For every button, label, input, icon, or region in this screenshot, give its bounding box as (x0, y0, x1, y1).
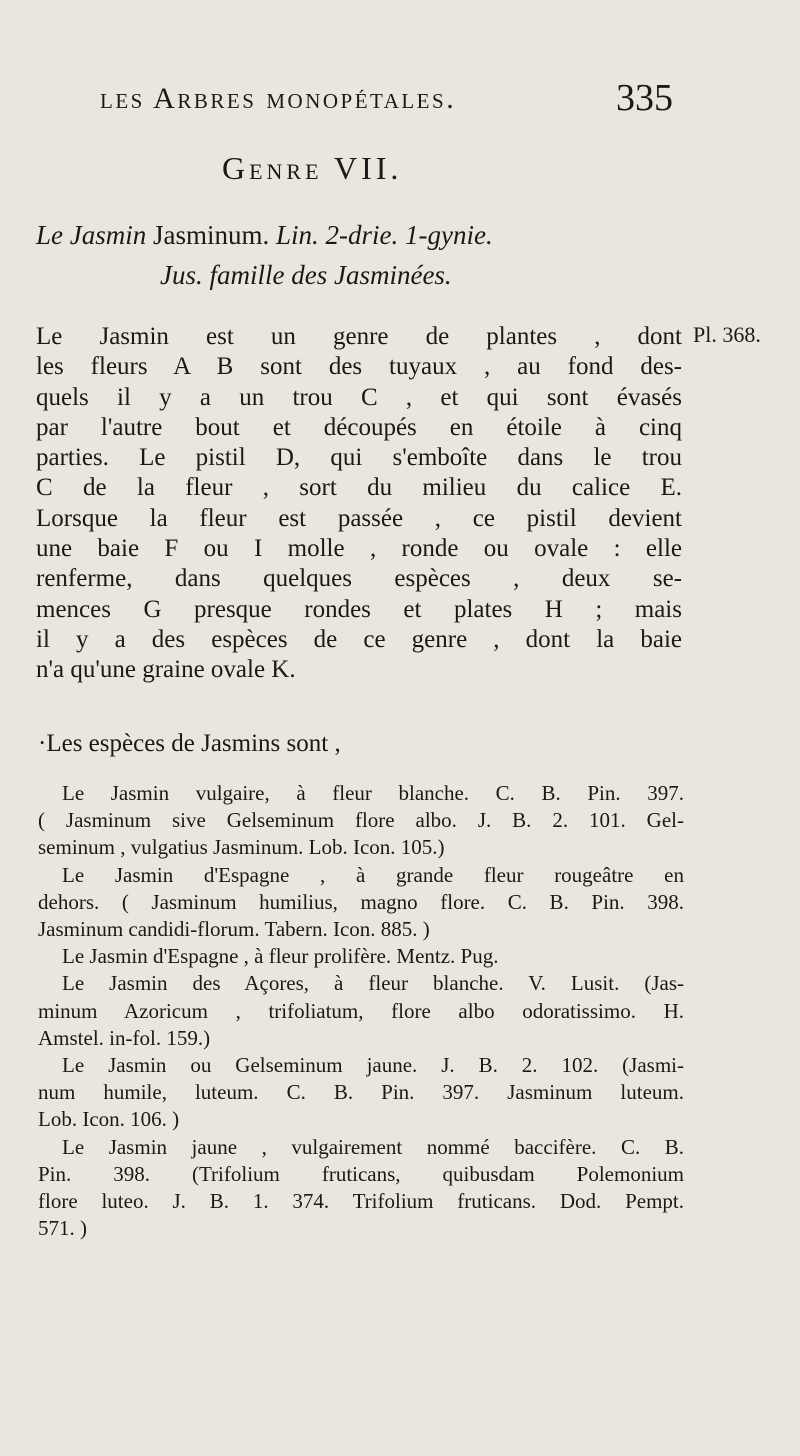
paragraph-line: les fleurs A B sont des tuyaux , au fond des- (36, 353, 682, 381)
species-list (38, 780, 684, 1242)
species-line: num humile, luteum. C. B. Pin. 397. Jasminum luteum. (38, 1080, 684, 1105)
paragraph-line: Le Jasmin est un genre de plantes , dont (36, 323, 682, 350)
species-line: Amstel. in-fol. 159.) (38, 1025, 211, 1050)
species-line: Le Jasmin jaune , vulgairement nommé baccifère. C. B. (62, 1134, 684, 1159)
genus-title-line (36, 220, 493, 251)
species-line: Le Jasmin d'Espagne , à grande fleur rougeâtre en (62, 862, 684, 887)
paragraph-line: n'a qu'une graine ovale K. (36, 656, 296, 684)
species-line: minum Azoricum , trifoliatum, flore albo odoratissimo. H. (38, 998, 684, 1023)
linnaean-class: Lin. 2-drie. 1-gynie. (276, 220, 493, 250)
species-line: 571. ) (38, 1216, 87, 1241)
species-line: Pin. 398. (Trifolium fruticans, quibusdam Polemonium (38, 1161, 684, 1186)
species-line: Jasminum candidi-florum. Tabern. Icon. 885. ) (38, 917, 430, 942)
species-line: dehors. ( Jasminum humilius, magno flore. C. B. Pin. 398. (38, 889, 684, 914)
genus-name: Le Jasmin (36, 220, 153, 250)
species-line: ( Jasminum sive Gelseminum flore albo. J. B. 2. 101. Gel- (38, 808, 684, 833)
running-head: les Arbres monopétales. (100, 82, 457, 115)
paragraph-line: par l'autre bout et découpés en étoile à cinq (36, 413, 682, 441)
latin-name: Jasminum. (153, 220, 277, 250)
page-number: 335 (616, 77, 673, 119)
species-line: seminum , vulgatius Jasminum. Lob. Icon. 105.) (38, 835, 445, 860)
paragraph-line: mences G presque rondes et plates H ; mais (36, 595, 682, 623)
plate-reference: Pl. 368. (693, 322, 761, 347)
species-line: Le Jasmin d'Espagne , à fleur prolifère. Mentz. Pug. (62, 944, 499, 969)
genre-heading: Genre VII. (222, 150, 403, 186)
species-line: Le Jasmin vulgaire, à fleur blanche. C. B. Pin. 397. (62, 781, 684, 805)
species-line: Le Jasmin des Açores, à fleur blanche. V. Lusit. (Jas- (62, 971, 684, 996)
paragraph-line: parties. Le pistil D, qui s'emboîte dans le trou (36, 444, 682, 472)
paragraph-line: il y a des espèces de ce genre , dont la baie (36, 625, 682, 653)
species-intro: ·Les espèces de Jasmins sont , (38, 730, 341, 757)
species-line: Le Jasmin ou Gelseminum jaune. J. B. 2. 102. (Jasmi- (62, 1053, 684, 1078)
species-line: Lob. Icon. 106. ) (38, 1107, 180, 1132)
paragraph-line: quels il y a un trou C , et qui sont évasés (36, 383, 682, 411)
paragraph-line: Lorsque la fleur est passée , ce pistil devient (36, 504, 682, 532)
description-paragraph (36, 322, 682, 686)
paragraph-line: C de la fleur , sort du milieu du calice E. (36, 474, 682, 502)
paragraph-line: renferme, dans quelques espèces , deux se- (36, 565, 682, 593)
jussieu-family-line: Jus. famille des Jasminées. (160, 260, 452, 290)
paragraph-line: une baie F ou I molle , ronde ou ovale : elle (36, 535, 682, 563)
species-line: flore luteo. J. B. 1. 374. Trifolium fruticans. Dod. Pempt. (38, 1189, 684, 1214)
